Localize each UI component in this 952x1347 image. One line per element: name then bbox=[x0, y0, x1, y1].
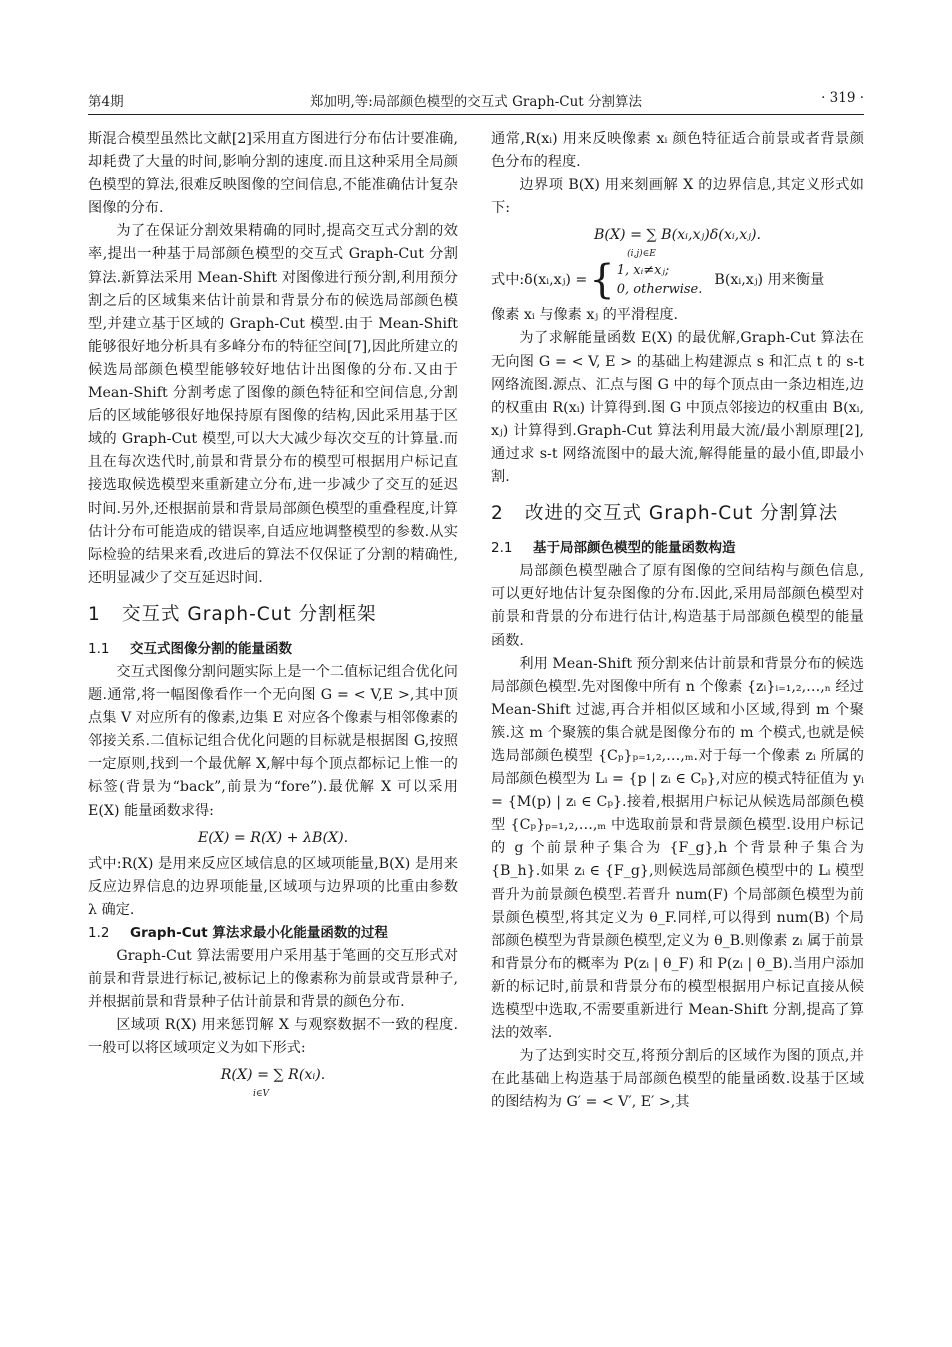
left-column bbox=[88, 128, 458, 1100]
paragraph: 为了达到实时交互,将预分割后的区域作为图的顶点,并在此基础上构造基于局部颜色模型的能量函数.设基于区域的图结构为 G′ = < V′, E′ >,其 bbox=[491, 1048, 864, 1111]
equation-boundary-term bbox=[491, 220, 864, 260]
paragraph: 利用 Mean-Shift 预分割来估计前景和背景分布的候选局部颜色模型.先对图像中所有 n 个像素 {zᵢ}ᵢ₌₁,₂,…,ₙ 经过 Mean-Shift 过滤,再合并相似区域和小区域,得到 m 个聚簇.这 m 个聚簇的集合就是图像分布的 m 个模式,也就是候选局部颜色模型 {Cₚ}ₚ₌₁,₂,…,ₘ.对于每一个像素 zᵢ 所属的局部颜色模型为 Lᵢ = {p | zᵢ ∈ Cₚ},对应的模式特征值为 yᵢ = {M(p) | zᵢ ∈ Cₚ}.接着,根据用户标记从候选局部颜色模型 {Cₚ}ₚ₌₁,₂,…,ₘ 中选取前景和背景颜色模型.设用户标记的 g 个前景种子集合为 {F_g},h 个背景种子集合为 {B_h}.如果 zᵢ ∈ {F_g},则候选局部颜色模型中的 Lᵢ 模型晋升为前景颜色模型.若晋升 num(F) 个局部颜色模型为前景颜色模型,将其定义为 θ_F.同样,可以得到 num(B) 个局部颜色模型为背景颜色模型,定义为 θ_B.则像素 zᵢ 属于前景和背景分布的概率为 P(zᵢ | θ_F) 和 P(zᵢ | θ_B).当用户添加新的标记时,前景和背景分布的模型根据用户标记直接从候选模型中选取,不需要重新进行 Mean-Shift 分割,提高了算法的效率. bbox=[491, 655, 864, 1042]
section-heading-1 bbox=[88, 602, 458, 628]
paragraph: Graph-Cut 算法需要用户采用基于笔画的交互形式对前景和背景进行标记,被标记上的像素称为前景或背景种子,并根据前景和背景种子估计前景和背景的颜色分布. bbox=[88, 948, 458, 1011]
equation-body: R(X) = ∑ R(xᵢ). bbox=[220, 1067, 326, 1084]
running-title: 郑加明,等:局部颜色模型的交互式 Graph-Cut 分割算法 bbox=[309, 94, 643, 110]
case-2: 0, otherwise. bbox=[616, 282, 703, 298]
paragraph: 通常,R(xᵢ) 用来反映像素 xᵢ 颜色特征适合前景或者背景颜色分布的程度. bbox=[491, 131, 864, 171]
sum-subscript: (i,j)∈E bbox=[627, 249, 656, 260]
left-brace: { bbox=[589, 257, 615, 304]
delta-prefix: 式中:δ(xᵢ,xⱼ) = bbox=[491, 271, 588, 288]
case-1: 1, xᵢ≠xⱼ; bbox=[616, 263, 670, 279]
header-rule bbox=[88, 114, 864, 115]
paragraph: 为了求解能量函数 E(X) 的最优解,Graph-Cut 算法在无向图 G = < V, E > 的基础上构建源点 s 和汇点 t 的 s-t 网络流图.源点、汇点与图 G 中的每个顶点由一条边相连,边的权重由 R(xᵢ) 计算得到.图 G 中顶点邻接边的权重由 B(xᵢ, xⱼ) 计算得到.Graph-Cut 算法利用最大流/最小割原理[2],通过求 s-t 网络流图中的最大流,解得能量的最小值,即最小割. bbox=[491, 330, 864, 486]
subsection-heading-1-1 bbox=[88, 638, 458, 661]
sum-subscript: i∈V bbox=[252, 1089, 270, 1100]
right-column bbox=[491, 128, 864, 1114]
subsection-number: 1.2 bbox=[88, 924, 110, 941]
section-heading-2 bbox=[491, 501, 864, 527]
paragraph: 区域项 R(X) 用来惩罚解 X 与观察数据不一致的程度.一般可以将区域项定义为如下形式: bbox=[88, 1017, 458, 1057]
paragraph: 斯混合模型虽然比文献[2]采用直方图进行分布估计要准确,却耗费了大量的时间,影响分割的速度.而且这种采用全局颜色模型的算法,很难反映图像的空间信息,不能准确估计复杂图像的分布. bbox=[88, 131, 458, 217]
subsection-title: Graph-Cut 算法求最小化能量函数的过程 bbox=[130, 924, 388, 941]
paragraph: 像素 xᵢ 与像素 xⱼ 的平滑程度. bbox=[491, 307, 679, 324]
delta-suffix: B(xᵢ,xⱼ) 用来衡量 bbox=[714, 271, 825, 288]
page-number: · 319 · bbox=[821, 90, 864, 106]
subsection-number: 1.1 bbox=[88, 640, 110, 657]
paragraph: 为了在保证分割效果精确的同时,提高交互式分割的效率,提出一种基于局部颜色模型的交互式 Graph-Cut 分割算法.新算法采用 Mean-Shift 对图像进行预分割,利用预分割之后的区域集来估计前景和背景分布的候选局部颜色模型,并建立基于区域的 Graph-Cut 模型.由于 Mean-Shift 能够很好地分析具有多峰分布的特征空间[7],因此所建立的候选局部颜色模型能够较好地估计出图像的分布.又由于 Mean-Shift 分割考虑了图像的颜色特征和空间信息,分割后的区域能够很好地保持原有图像的结构,因此采用基于区域的 Graph-Cut 模型,可以大大减少每次交互的计算量.而且在每次迭代时,前景和背景分布的模型可根据用户标记直接选取候选模型来重新建立分布,进一步减少了交互的延迟时间.另外,还根据前景和背景局部颜色模型的重叠程度,计算估计分布可能造成的错误率,自适应地调整模型的参数.从实际检验的结果来看,改进后的算法不仅保证了分割的精确性,还明显减少了交互延迟时间. bbox=[88, 223, 458, 586]
case-rows bbox=[617, 261, 703, 299]
equation-energy: E(X) = R(X) + λB(X). bbox=[197, 829, 349, 846]
subsection-number: 2.1 bbox=[491, 540, 513, 557]
subsection-title: 基于局部颜色模型的能量函数构造 bbox=[533, 540, 736, 557]
section-title: 改进的交互式 Graph-Cut 分割算法 bbox=[525, 503, 839, 525]
running-header bbox=[88, 90, 864, 112]
equation-body: B(X) = ∑ B(xᵢ,xⱼ)δ(xᵢ,xⱼ). bbox=[594, 227, 761, 244]
subsection-heading-1-2 bbox=[88, 922, 458, 945]
section-number: 2 bbox=[491, 503, 504, 525]
issue-label: 第4期 bbox=[88, 94, 124, 110]
paragraph: 局部颜色模型融合了原有图像的空间结构与颜色信息,可以更好地估计复杂图像的分布.因此,采用局部颜色模型对前景和背景的分布进行估计,构造基于局部颜色模型的能量函数. bbox=[491, 563, 864, 649]
equation-region-term bbox=[88, 1060, 458, 1100]
paragraph: 边界项 B(X) 用来刻画解 X 的边界信息,其定义形式如下: bbox=[491, 177, 864, 217]
delta-definition bbox=[491, 256, 864, 304]
paragraph: 交互式图像分割问题实际上是一个二值标记组合优化问题.通常,将一幅图像看作一个无向图 G = < V,E >,其中顶点集 V 对应所有的像素,边集 E 对应各个像素与相邻像素的邻接关系.二值标记组合优化问题的目标就是根据图 G,按照一定原则,找到一个最优解 X,解中每个顶点都标记上惟一的标签(背景为“back”,前景为“fore”).最优解 X 可以采用 E(X) 能量函数求得: bbox=[88, 663, 458, 819]
subsection-title: 交互式图像分割的能量函数 bbox=[130, 640, 292, 657]
section-title: 交互式 Graph-Cut 分割框架 bbox=[122, 603, 377, 625]
paragraph: 式中:R(X) 是用来反应区域信息的区域项能量,B(X) 是用来反应边界信息的边界项能量,区域项与边界项的比重由参数 λ 确定. bbox=[88, 855, 458, 918]
subsection-heading-2-1 bbox=[491, 537, 864, 560]
section-number: 1 bbox=[88, 603, 101, 625]
